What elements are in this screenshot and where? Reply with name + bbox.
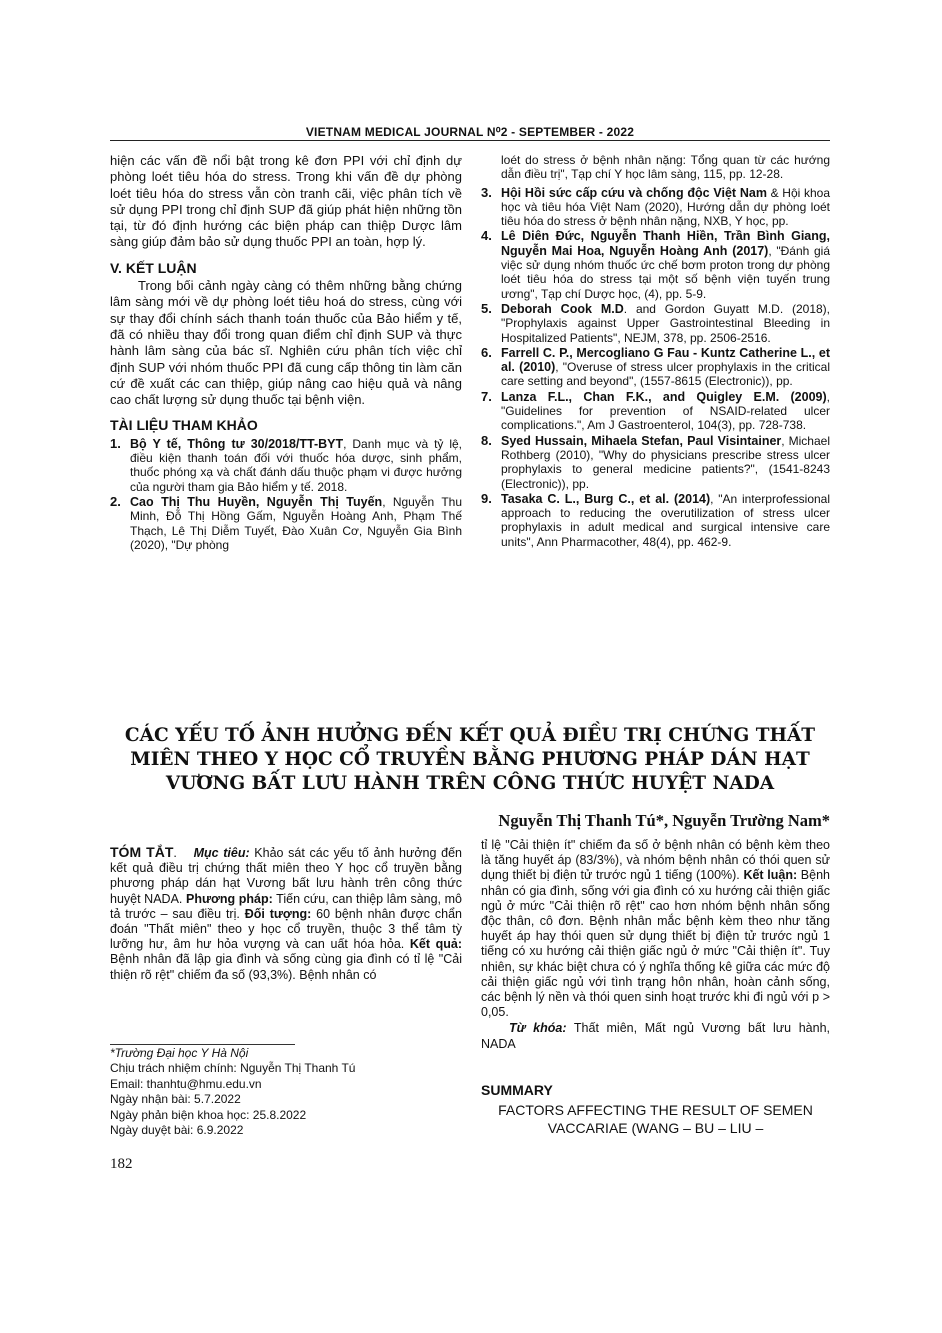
reference-continuation: loét do stress ở bệnh nhân nặng: Tổng quan từ các hướng dẫn điều trị", Tạp chí Y học lâm sàng, 115, pp. 12-28. <box>501 153 830 182</box>
abstract-conclusion-text: Bệnh nhân có gia đình, sống với gia đình có xu hướng cải thiện giấc ngủ ở mức "Cải thiện rõ rệt" cao hơn nhóm bệnh nhân sống độc thân, cô đơn. Bệnh nhân mắc bệnh kèm theo như tăng huyết áp hay thói quen sử dụng thiết bị điện tử trước ngủ 1 tiếng có xu hướng cải thiện giấc ngủ ở mức "Cải thiện ít". Tuy nhiên, sự khác biệt chưa có ý nghĩa thống kê giữa các mức độ cải thiện giấc ngủ với tình trạng hôn nhân, hoàn cảnh sống, các bệnh lý nền và thói quen sinh hoạt trước khi đi ngủ với p > 0,05. <box>481 868 830 1020</box>
header-rule <box>110 140 830 141</box>
references-list-right-items <box>481 186 830 549</box>
aim-text: Khảo sát các yếu tố ảnh hưởng đến kết quả điều trị chứng thất miên theo Y học cổ truyền bằng phương pháp dán hạt Vương bất lưu hành trên công thức huyệt NADA. <box>110 846 462 906</box>
reference-number: 6. <box>481 344 492 360</box>
reference-number: 5. <box>481 300 492 316</box>
footnote-rule <box>110 1044 295 1045</box>
reference-details: . and Gordon Guyatt M.D. (2018), "Prophylaxis against Upper Gastrointestinal Bleeding in Hospitalized Patients", NEJM, 378, pp. 2506-2516. <box>501 301 830 345</box>
abstract-left: TÓM TẮT. Mục tiêu: Khảo sát các yếu tố ảnh hưởng đến kết quả điều trị chứng thất miên theo Y học cổ truyền bằng phương pháp dán hạt Vương bất lưu hành trên công thức huyệt NADA. Phương pháp: Tiến cứu, can thiệp lâm sàng, mô tả trước – sau điều trị. Đối tượng: 60 bệnh nhân được chẩn đoán "Thất miên" theo y học cổ truyền, thuộc 3 thể tâm tỳ lưỡng hư, âm hư hỏa vượng và can uất hóa hỏa. Kết quả: Bệnh nhân đã lập gia đình và sống cùng gia đình có tỉ lệ "Cải thiện rõ rệt" chiếm đa số (93,3%). Bệnh nhân có <box>110 844 463 982</box>
footnote-corresponding: Chịu trách nhiệm chính: Nguyễn Thị Thanh Tú <box>110 1061 356 1076</box>
conclusion-heading: V. KẾT LUẬN <box>110 259 197 276</box>
method-text: Tiến cứu, can thiệp lâm sàng, mô tả trước – sau điều trị. <box>110 891 462 921</box>
reference-number: 9. <box>481 490 492 506</box>
footnote-received: Ngày nhận bài: 5.7.2022 <box>110 1092 241 1107</box>
reference-item <box>481 390 830 433</box>
left-column <box>110 153 462 553</box>
method-label: Phương pháp: <box>185 891 273 906</box>
article-authors: Nguyễn Thị Thanh Tú*, Nguyễn Trường Nam* <box>498 811 830 830</box>
reference-details: , Michael Rothberg (2010), "Why do physicians prescribe stress ulcer prophylaxis to general medicine patients?", (1541-8243 (Electronic)), pp. <box>501 433 830 491</box>
footnote-accepted: Ngày duyệt bài: 6.9.2022 <box>110 1123 244 1138</box>
reference-details: & Hội khoa học và tiêu hóa Việt Nam (2020), Hướng dẫn dự phòng loét tiêu hóa do stress ở bệnh nhân nặng, NXB, Y học, pp. <box>501 185 830 229</box>
conclusion-label: Kết luận: <box>743 868 798 883</box>
abstract-heading: TÓM TẮT <box>110 844 174 860</box>
reference-number: 2. <box>110 493 121 509</box>
reference-item <box>481 492 830 549</box>
reference-item <box>110 495 462 552</box>
reference-details: , Danh mục và tỷ lệ, điều kiện thanh toán đối với thuốc hóa dược, sinh phẩm, thuốc phóng xạ và chất đánh dấu thuộc phạm vi được hưởng của người tham gia Bảo hiểm y tế. 2018. <box>130 436 462 494</box>
footnotes <box>110 1046 355 1138</box>
reference-item <box>481 229 830 300</box>
reference-authors: Bộ Y tế, Thông tư 30/2018/TT-BYT <box>130 436 344 451</box>
reference-number: 7. <box>481 388 492 404</box>
keywords-text: Thất miên, Mất ngủ Vương bất lưu hành, NADA <box>481 1021 831 1051</box>
footnote-email: Email: thanhtu@hmu.edu.vn <box>110 1076 262 1091</box>
abstract-right <box>481 838 830 1052</box>
page-number: 182 <box>110 1156 133 1172</box>
abstract-continuation: tỉ lệ "Cải thiện ít" chiếm đa số ở bệnh nhân có bệnh kèm theo là tăng huyết áp (83/3%), và nhóm bệnh nhân có thói quen sử dụng thiết bị điện tử trước ngủ 1 tiếng (100%). <box>481 838 830 883</box>
footnote-affiliation: *Trường Đại học Y Hà Nội <box>110 1046 249 1060</box>
summary-heading: SUMMARY <box>481 1082 553 1098</box>
reference-authors: Hội Hồi sức cấp cứu và chống độc Việt Nam <box>501 185 767 200</box>
reference-authors: Lê Diên Đức, Nguyễn Thanh Hiền, Trần Bình Giang, Nguyễn Mai Hoa, Nguyễn Hoàng Anh (2017) <box>501 229 830 258</box>
results-text: Bệnh nhân đã lập gia đình và sống cùng gia đình có tỉ lệ "Cải thiện rõ rệt" chiếm đa số (93,3%). Bệnh nhân có <box>110 952 462 982</box>
reference-item <box>481 302 830 345</box>
reference-details: , "Guidelines for prevention of NSAID-related ulcer complications.", Am J Gastroenterol, 104(3), pp. 728-738. <box>501 389 830 433</box>
keywords-label: Từ khóa: <box>509 1021 567 1036</box>
intro-paragraph: hiện các vấn đề nổi bật trong kê đơn PPI với chỉ định dự phòng loét tiêu hóa do stress. Trong khi vấn đề dự phòng loét tiêu hóa do stress vẫn còn tranh cãi, việc phân tích về sử dụng PPI trong chỉ định SUP đã giúp phát hiện những tồn tại, từ đó định hướng các biện pháp can thiệp Dược lâm sàng giúp đảm bảo sử dụng thuốc PPI an toàn, hợp lý. <box>110 153 462 250</box>
reference-number: 3. <box>481 184 492 200</box>
reference-details: , Nguyễn Thu Minh, Đỗ Thị Hồng Gấm, Nguyễn Hoàng Anh, Phạm Thế Thạch, Lê Thị Diễm Tuyết, Đào Xuân Cơ, Nguyễn Gia Bình (2020), "Dự phòng <box>130 494 462 552</box>
reference-item <box>481 434 830 491</box>
footnote-reviewed: Ngày phản biện khoa học: 25.8.2022 <box>110 1107 307 1122</box>
references-heading: TÀI LIỆU THAM KHẢO <box>110 417 258 434</box>
reference-authors: Tasaka C. L., Burg C., et al. (2014) <box>501 491 711 506</box>
conclusion-paragraph: Trong bối cảnh ngày càng có thêm những bằng chứng lâm sàng mới về dự phòng loét tiêu hoá do stress, cùng với sự thay đổi chính sách thanh toán thuốc của Bảo hiểm y tế, đã có nhiều thay đổi trong quan điểm chỉ định SUP và thực hành lâm sàng của bác sĩ. Nghiên cứu phân tích việc chỉ định SUP với nhóm thuốc PPI đã cung cấp thông tin làm căn cứ đề xuất các can thiệp, giúp nâng cao hiệu quả và nâng cao chất lượng sử dụng thuốc tại bệnh viện. <box>110 278 462 408</box>
running-header: VIETNAM MEDICAL JOURNAL N⁰2 - SEPTEMBER - 2022 <box>305 125 635 139</box>
reference-authors: Farrell C. P., Mercogliano G Fau - Kuntz Catherine L., et al. (2010) <box>501 345 830 375</box>
article-title: CÁC YẾU TỐ ẢNH HƯỞNG ĐẾN KẾT QUẢ ĐIỀU TRỊ CHỨNG THẤT MIÊN THEO Y HỌC CỔ TRUYỀN BẰNG PHƯƠNG PHÁP DÁN HẠT VƯƠNG BẤT LƯU HÀNH TRÊN CÔNG THỨC HUYỆT NADA <box>124 725 816 794</box>
reference-details: , "Overuse of stress ulcer prophylaxis in the critical care setting and beyond", (1557-8615 (Electronic)), pp. <box>501 360 830 389</box>
reference-item <box>481 186 830 229</box>
references-list-right <box>481 153 830 182</box>
reference-item <box>481 346 830 389</box>
reference-details: , "An interprofessional approach to reducing the overutilization of stress ulcer prophylaxis in adult medical and surgical intensive care units", Ann Pharmacother, 48(4), pp. 462-9. <box>501 491 831 549</box>
reference-authors: Cao Thị Thu Huyền, Nguyễn Thị Tuyến <box>130 494 383 509</box>
reference-authors: Syed Hussain, Mihaela Stefan, Paul Visintainer <box>501 433 782 448</box>
reference-authors: Deborah Cook M.D <box>501 301 624 316</box>
reference-authors: Lanza F.L., Chan F.K., and Quigley E.M. (2009) <box>501 389 827 404</box>
reference-number: 4. <box>481 228 492 244</box>
aim-label: Mục tiêu: <box>193 846 250 860</box>
reference-number: 1. <box>110 435 121 451</box>
reference-details: , "Đánh giá việc sử dụng nhóm thuốc ức chế bơm proton trong dự phòng loét tiêu hóa do stress tại một số bệnh viện tuyến trung ương", Tạp chí Dược học, (4), pp. 5-9. <box>501 243 830 301</box>
summary-title: FACTORS AFFECTING THE RESULT OF SEMEN VACCARIAE (WANG – BU – LIU – <box>498 1102 813 1136</box>
reference-item <box>110 437 462 494</box>
results-label: Kết quả: <box>409 937 463 952</box>
reference-number: 8. <box>481 432 492 448</box>
subjects-text: 60 bệnh nhân được chẩn đoán "Thất miên" theo y học cổ truyền, thuộc 3 thể tâm tỳ lưỡng hư, âm hư hỏa vượng và can uất hóa hỏa. <box>110 906 462 952</box>
subjects-label: Đối tượng: <box>244 906 312 921</box>
references-list-left <box>110 437 462 552</box>
right-column <box>481 153 830 550</box>
